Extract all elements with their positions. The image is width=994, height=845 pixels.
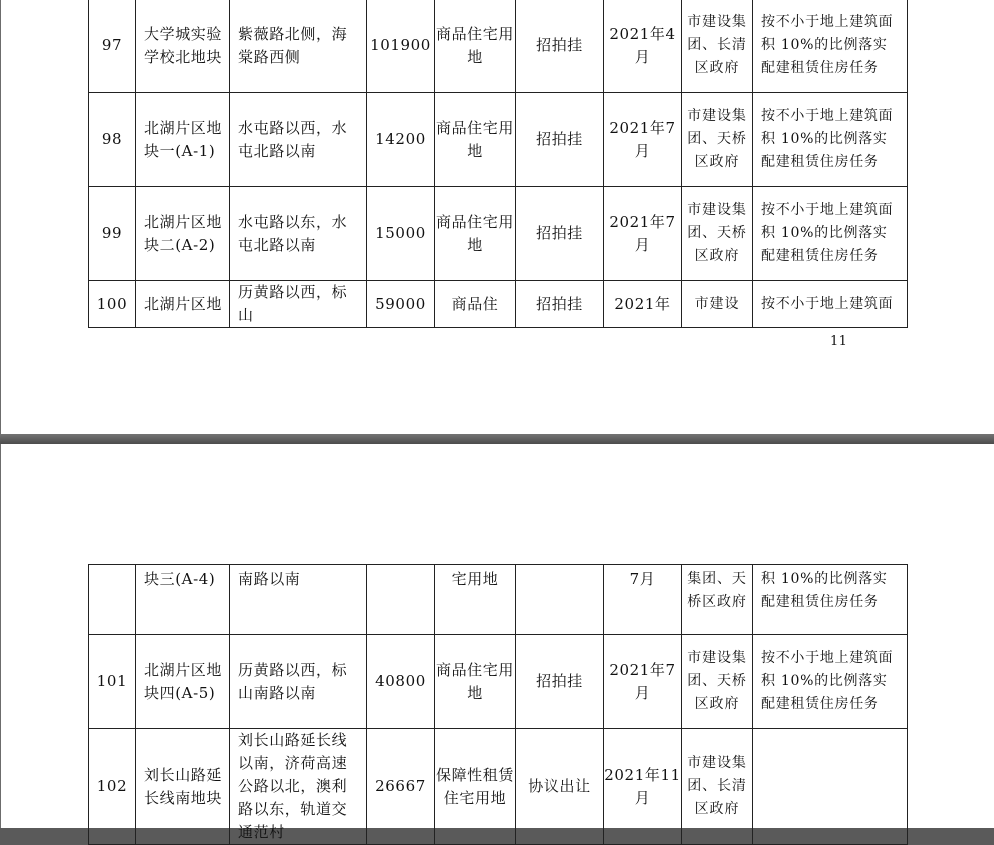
responsible-unit: 市建设 [682,281,753,328]
plot-name: 刘长山路延长线南地块 [136,729,230,845]
plot-area [367,565,435,635]
supply-time: 2021年4月 [604,0,682,93]
remarks: 按不小于地上建筑面积 10%的比例落实配建租赁住房任务 [753,0,908,93]
land-use: 宅用地 [435,565,516,635]
row-number: 99 [89,187,136,281]
supply-time: 7月 [604,565,682,635]
plot-name: 北湖片区地块一(A-1) [136,93,230,187]
supply-time: 2021年7月 [604,93,682,187]
plot-name: 北湖片区地 [136,281,230,328]
plot-name: 北湖片区地块二(A-2) [136,187,230,281]
pdf-page-12 [0,444,994,841]
plot-location: 南路以南 [230,565,367,635]
row-number: 101 [89,635,136,729]
supply-time: 2021年7月 [604,635,682,729]
plot-area: 59000 [367,281,435,328]
supply-method [516,565,604,635]
page-separator [0,434,994,444]
plot-location: 紫薇路北侧，海棠路西侧 [230,0,367,93]
responsible-unit: 市建设集团、天桥区政府 [682,187,753,281]
land-use: 商品住 [435,281,516,328]
supply-method: 招拍挂 [516,187,604,281]
table-row [89,187,908,281]
supply-time: 2021年11月 [604,729,682,845]
plot-location: 历黄路以西，标山 [230,281,367,328]
plot-location: 水屯路以东，水屯北路以南 [230,187,367,281]
row-number: 97 [89,0,136,93]
plot-area: 101900 [367,0,435,93]
plot-area: 26667 [367,729,435,845]
table-row-continuation [89,565,908,635]
row-number: 100 [89,281,136,328]
supply-method: 招拍挂 [516,0,604,93]
plot-area: 14200 [367,93,435,187]
remarks: 积 10%的比例落实配建租赁住房任务 [753,565,908,635]
remarks: 按不小于地上建筑面积 10%的比例落实配建租赁住房任务 [753,635,908,729]
plot-area: 40800 [367,635,435,729]
land-use: 商品住宅用地 [435,93,516,187]
responsible-unit: 市建设集团、长清区政府 [682,729,753,845]
land-use: 商品住宅用地 [435,0,516,93]
table-row-partial [89,281,908,328]
table-row-partial [89,729,908,845]
row-number [89,565,136,635]
plot-location: 水屯路以西，水屯北路以南 [230,93,367,187]
table-row [89,93,908,187]
table-row [89,635,908,729]
remarks [753,729,908,845]
supply-time: 2021年7月 [604,187,682,281]
responsible-unit: 市建设集团、长清区政府 [682,0,753,93]
land-supply-table-page-12 [88,564,908,845]
plot-name: 块三(A-4) [136,565,230,635]
page-number: 11 [830,334,848,349]
responsible-unit: 市建设集团、天桥区政府 [682,635,753,729]
row-number: 98 [89,93,136,187]
land-use: 商品住宅用地 [435,635,516,729]
remarks: 按不小于地上建筑面积 10%的比例落实配建租赁住房任务 [753,93,908,187]
responsible-unit: 集团、天桥区政府 [682,565,753,635]
plot-area: 15000 [367,187,435,281]
plot-location: 历黄路以西，标山南路以南 [230,635,367,729]
table-row [89,0,908,93]
supply-method: 招拍挂 [516,281,604,328]
responsible-unit: 市建设集团、天桥区政府 [682,93,753,187]
supply-time: 2021年 [604,281,682,328]
land-use: 商品住宅用地 [435,187,516,281]
land-use: 保障性租赁住宅用地 [435,729,516,845]
land-supply-table-page-11 [88,0,908,328]
plot-location: 刘长山路延长线以南，济荷高速公路以北，澳利路以东，轨道交通范村 [230,729,367,845]
supply-method: 协议出让 [516,729,604,845]
plot-name: 北湖片区地块四(A-5) [136,635,230,729]
supply-method: 招拍挂 [516,93,604,187]
plot-name: 大学城实验学校北地块 [136,0,230,93]
remarks: 按不小于地上建筑面积 10%的比例落实配建租赁住房任务 [753,187,908,281]
remarks: 按不小于地上建筑面 [753,281,908,328]
supply-method: 招拍挂 [516,635,604,729]
row-number: 102 [89,729,136,845]
